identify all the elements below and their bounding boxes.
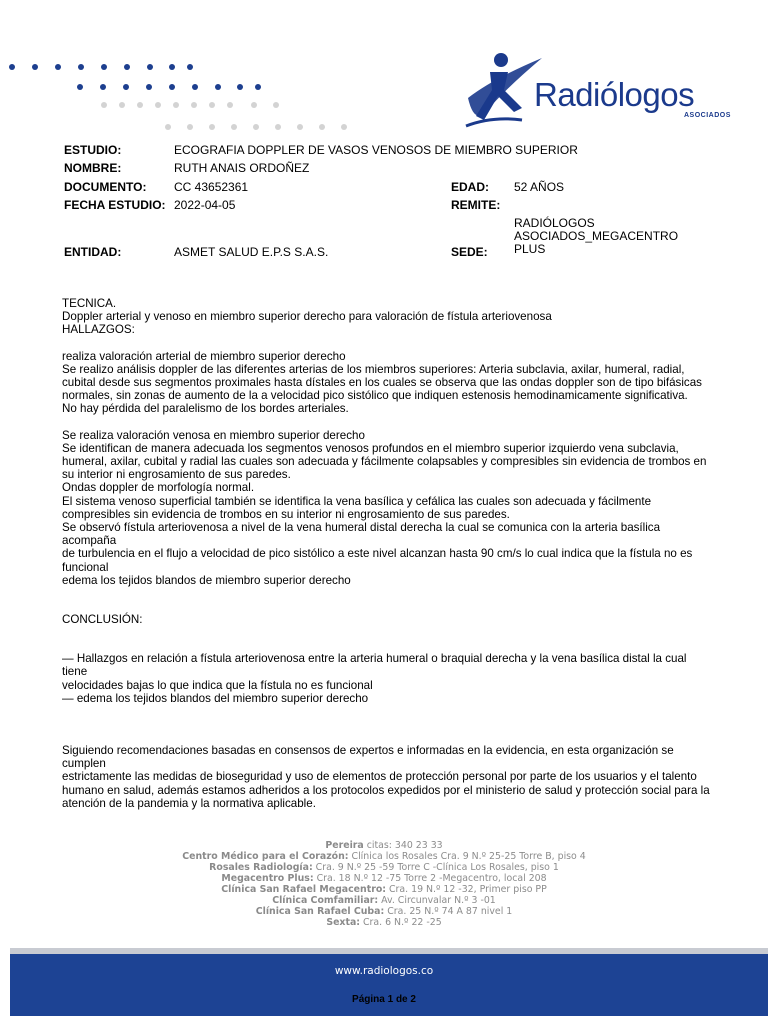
report-body [62, 297, 712, 810]
venosa-line: Se realiza valoración venosa en miembro superior derecho [62, 428, 365, 442]
conclusion-line: velocidades bajas lo que indica que la fístula no es funcional [62, 678, 373, 692]
sede-value-line: RADIÓLOGOS [514, 216, 595, 230]
address-line: Clínica San Rafael Cuba: Cra. 25 N.º 74 A 87 nivel 1 [255, 906, 513, 917]
hallazgos-title: HALLAZGOS: [62, 323, 135, 337]
address-line: Rosales Radiología: Cra. 9 N.º 25 -59 Torre C -Clínica Los Rosales, piso 1 [209, 862, 559, 873]
venosa-line: Se identifican de manera adecuada los segmentos venosos profundos en el miembro superior izquierdo vena subclavia, [62, 441, 679, 455]
address-line: Clínica San Rafael Megacentro: Cra. 19 N.º 12 -32, Primer piso PP [221, 884, 547, 895]
address-line: Sexta: Cra. 6 N.º 22 -25 [326, 917, 442, 928]
documento-label: DOCUMENTO: [64, 180, 147, 194]
info-row-documento [64, 180, 724, 195]
venosa-line: Se observó fístula arteriovenosa a nivel de la vena humeral distal derecha la cual se comunica con la arteria basílica acompaña [62, 521, 661, 548]
arterial-line: Se realizo análisis doppler de las diferentes arterias de los miembros superiores: Arteria subclavia, axilar, humeral, radial, [62, 362, 685, 376]
address-line: Clínica Comfamiliar: Av. Circunvalar N.º 3 -01 [272, 895, 496, 906]
info-row-nombre [64, 161, 724, 176]
arterial-line: No hay pérdida del paralelismo de los bordes arteriales. [62, 402, 349, 416]
logo-wordmark: Radiólogos [534, 76, 695, 113]
sede-value-line: ASOCIADOS_MEGACENTRO [514, 229, 679, 243]
nombre-label: NOMBRE: [64, 161, 122, 175]
biosecurity-line: atención de la pandemia y la normativa aplicable. [62, 796, 316, 810]
biosecurity-line: estrictamente las medidas de bioseguridad y uso de elementos de protección personal por parte de los usuarios y el talento [62, 770, 697, 784]
venosa-line: de turbulencia en el flujo a velocidad de pico sistólico a este nivel alcanzan hasta 90 cm/s lo cual indica que la fístula no es [62, 547, 693, 561]
entidad-label: ENTIDAD: [64, 245, 122, 259]
footer-addresses [0, 840, 768, 928]
address-line: Megacentro Plus: Cra. 18 N.º 12 -75 Torre 2 -Megacentro, local 208 [221, 873, 547, 884]
venosa-line: Ondas doppler de morfología normal. [62, 481, 255, 495]
edad-label: EDAD: [451, 180, 489, 194]
biosecurity-line: Siguiendo recomendaciones basadas en consensos de expertos e informadas en la evidencia, en esta organización se cumplen [62, 744, 674, 771]
info-row-fecha [64, 198, 724, 213]
arterial-line: cubital desde sus segmentos proximales hasta dístales en los cuales se observa que las ondas doppler son de tipo bifásicas [62, 376, 702, 390]
conclusion-line: — edema los tejidos blandos del miembro superior derecho [62, 691, 369, 705]
page-number: Página 1 de 2 [352, 994, 416, 1005]
decorative-dots [0, 0, 400, 140]
website-link[interactable]: www.radiologos.co [334, 965, 434, 977]
estudio-label: ESTUDIO: [64, 143, 122, 157]
conclusion-line: — Hallazgos en relación a fístula arteriovenosa entre la arteria humeral o braquial derecha y la vena basílica distal la cual tiene [62, 652, 687, 679]
venosa-line: El sistema venoso superficial también se identifica la vena basílica y cefálica las cuales son adecuada y fácilmente [62, 494, 652, 508]
fecha-value: 2022-04-05 [174, 198, 236, 212]
venosa-line: su interior ni engrosamiento de sus paredes. [62, 468, 291, 482]
info-row-estudio [64, 143, 724, 158]
venosa-line: edema los tejidos blandos de miembro superior derecho [62, 573, 351, 587]
entidad-value: ASMET SALUD E.P.S S.A.S. [174, 245, 329, 259]
sede-value-line: PLUS [514, 242, 546, 256]
documento-value: CC 43652361 [174, 180, 249, 194]
fecha-label: FECHA ESTUDIO: [64, 198, 166, 212]
edad-value: 52 AÑOS [514, 180, 565, 194]
address-line: Pereira citas: 340 23 33 [325, 840, 443, 851]
conclusion-title: CONCLUSIÓN: [62, 613, 143, 627]
address-line: Centro Médico para el Corazón: Clínica los Rosales Cra. 9 N.º 25-25 Torre B, piso 4 [182, 851, 586, 862]
venosa-line: humeral, axilar, cubital y radial las cuales son adecuada y fácilmente colapsables y compresibles sin evidencia de trombos en [62, 455, 707, 469]
logo-subtitle: ASOCIADOS [684, 112, 731, 119]
remite-label: REMITE: [451, 198, 501, 212]
venosa-line: funcional [62, 560, 109, 574]
tecnica-title: TECNICA. [62, 297, 117, 310]
arterial-line: realiza valoración arterial de miembro superior derecho [62, 349, 346, 363]
arterial-line: normales, sin zonas de aumento de la a velocidad pico sistólico que indiquen estenosis hemodinamicamente significativa. [62, 389, 688, 403]
venosa-line: compresibles sin evidencia de trombos en su interior ni engrosamiento de sus paredes. [62, 507, 510, 521]
estudio-value: ECOGRAFIA DOPPLER DE VASOS VENOSOS DE MIEMBRO SUPERIOR [174, 143, 578, 157]
footer-band [10, 954, 768, 1016]
info-row-entidad [64, 242, 724, 260]
tecnica-text: Doppler arterial y venoso en miembro superior derecho para valoración de fístula arteriovenosa [62, 310, 552, 324]
nombre-value: RUTH ANAIS ORDOÑEZ [174, 161, 310, 175]
sede-label: SEDE: [451, 245, 488, 259]
biosecurity-line: humano en salud, además estamos adheridos a los protocolos expedidos por el ministerio de salud y protección social para la [62, 783, 710, 797]
